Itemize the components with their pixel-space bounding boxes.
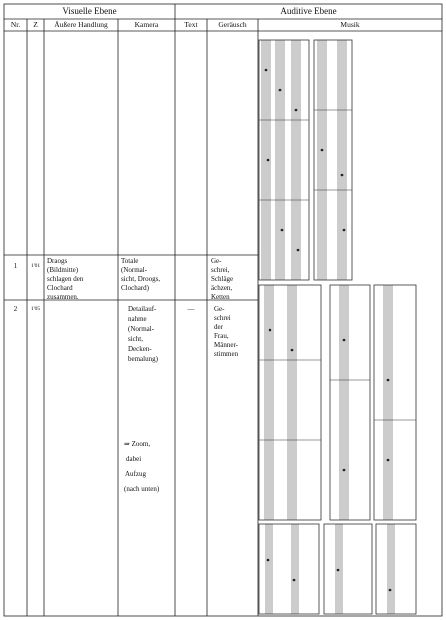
row2-camera-6: bemalung): [128, 355, 158, 363]
col-text-header: Text: [184, 20, 198, 29]
row2-camera-5: Decken-: [128, 345, 152, 353]
row2-camera-zoom: ⇒ Zoom,: [124, 440, 151, 448]
row2-noise: Ge- schrei der Frau, Männer- stimmen: [214, 305, 239, 358]
score-block-upper: [259, 40, 352, 280]
visual-level-header: Visuelle Ebene: [62, 6, 117, 16]
score-block-middle: [259, 285, 416, 520]
row1-nr: 1: [13, 262, 18, 270]
row1-action: Draogs (Bildmitte) schlagen den Clochard zusammen.: [47, 257, 84, 301]
row2-text: —: [187, 305, 195, 313]
row2-camera-4: sicht,: [128, 335, 143, 343]
audio-level-header: Auditive Ebene: [280, 6, 337, 16]
row2-camera-dabei: dabei: [126, 455, 142, 463]
row2-time: 1'05: [30, 306, 41, 312]
row2-camera-1: Detailauf-: [128, 305, 157, 313]
col-noise-header: Geräusch: [218, 20, 247, 29]
col-action-header: Äußere Handlung: [54, 20, 108, 29]
row1-time: 1'01: [30, 263, 41, 269]
col-camera-header: Kamera: [134, 20, 159, 29]
col-nr-header: Nr.: [10, 20, 21, 29]
col-music-header: Musik: [340, 20, 360, 29]
row2-camera-direction: (nach unten): [124, 485, 160, 493]
row1-camera: Totale (Normal- sicht, Droogs, Clochard): [121, 257, 161, 292]
row1-noise: Ge- schrei, Schläge ächzen, Ketten: [211, 257, 234, 301]
row2-nr: 2: [13, 305, 18, 313]
row2-camera-aufzug: Aufzug: [125, 470, 146, 478]
row2-camera-2: nahme: [128, 315, 147, 323]
row2-camera-3: (Normal-: [128, 325, 155, 333]
col-z-header: Z: [33, 20, 38, 29]
